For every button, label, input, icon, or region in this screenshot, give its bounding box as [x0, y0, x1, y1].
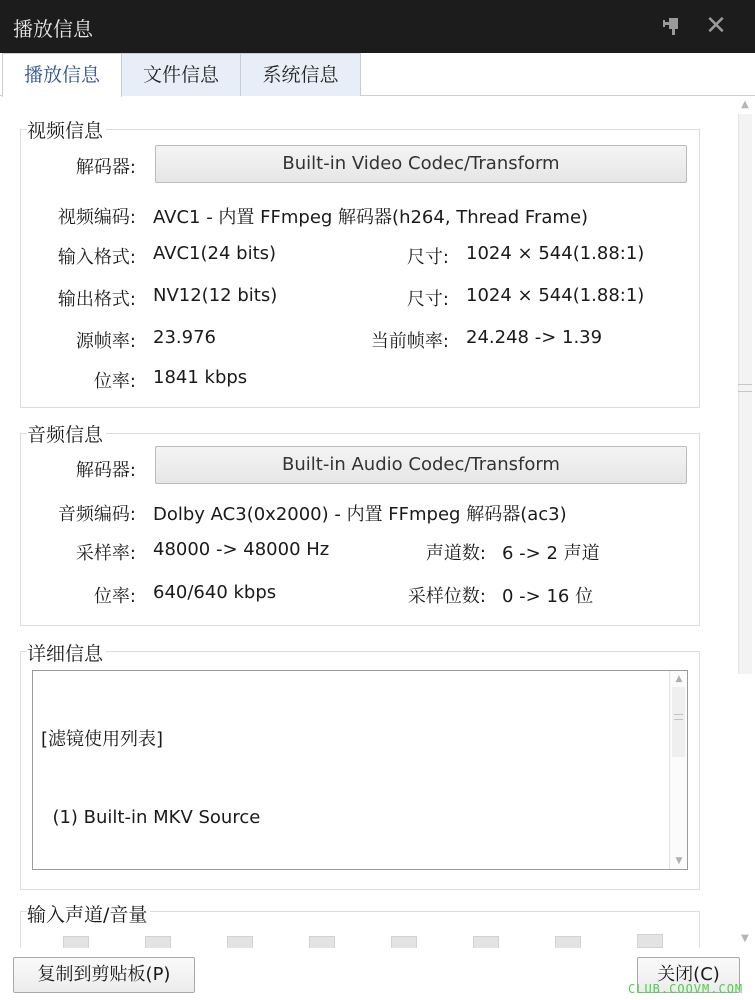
video-bitrate-label: 位率:	[93, 371, 136, 392]
source-fps-value: 23.976	[153, 327, 216, 348]
input-format-value: AVC1(24 bits)	[153, 243, 277, 264]
current-fps-value: 24.248 -> 1.39	[466, 327, 603, 348]
audio-bitrate-label: 位率:	[93, 586, 136, 607]
channels-value: 6 -> 2 声道	[502, 543, 600, 564]
audio-codec-value: Dolby AC3(0x2000) - 内置 FFmpeg 解码器(ac3)	[153, 504, 567, 525]
grip-icon	[674, 714, 683, 720]
channel-volume-meter	[391, 936, 417, 948]
tab-playback-info[interactable]: 播放信息	[2, 53, 122, 97]
channel-volume-meter	[473, 936, 499, 948]
video-codec-label: 视频编码:	[57, 207, 136, 228]
audio-decoder-button[interactable]: Built-in Audio Codec/Transform	[155, 446, 687, 484]
detail-info-legend: 详细信息	[27, 639, 106, 666]
sample-rate-value: 48000 -> 48000 Hz	[153, 539, 330, 560]
tab-file-info[interactable]: 文件信息	[121, 53, 241, 96]
copy-to-clipboard-button[interactable]: 复制到剪贴板(P)	[13, 957, 195, 993]
channel-volume-meter	[637, 934, 663, 948]
output-size-value: 1024 × 544(1.88:1)	[466, 285, 645, 306]
sample-bits-label: 采样位数:	[407, 586, 486, 607]
volume-legend: 输入声道/音量	[27, 900, 150, 927]
output-size-label: 尺寸:	[406, 289, 449, 310]
playback-info-panel	[0, 96, 735, 948]
output-format-value: NV12(12 bits)	[153, 285, 278, 306]
input-size-value: 1024 × 544(1.88:1)	[466, 243, 645, 264]
channels-label: 声道数:	[425, 543, 486, 564]
tab-system-info[interactable]: 系统信息	[240, 53, 361, 96]
audio-info-legend: 音频信息	[27, 420, 106, 447]
input-size-label: 尺寸:	[406, 247, 449, 268]
output-format-label: 输出格式:	[57, 289, 136, 310]
grip-icon	[738, 384, 752, 392]
main-scroll-thumb[interactable]	[738, 114, 752, 674]
video-info-legend: 视频信息	[27, 116, 106, 143]
channel-volume-meter	[63, 936, 89, 948]
video-codec-value: AVC1 - 内置 FFmpeg 解码器(h264, Thread Frame)	[153, 207, 589, 228]
video-decoder-button[interactable]: Built-in Video Codec/Transform	[155, 145, 687, 183]
channel-volume-meter	[555, 936, 581, 948]
detail-line: (1) Built-in MKV Source	[41, 807, 261, 828]
channel-volume-meter	[227, 936, 253, 948]
sample-bits-value: 0 -> 16 位	[502, 586, 594, 607]
scroll-up-arrow-icon[interactable]: ▲	[741, 99, 749, 110]
detail-scroll-thumb[interactable]	[672, 687, 685, 757]
detail-lines	[41, 675, 473, 870]
pin-icon[interactable]	[660, 14, 684, 38]
detail-textarea[interactable]	[32, 670, 688, 870]
sample-rate-label: 采样率:	[75, 543, 136, 564]
close-button[interactable]: 关闭(C)	[637, 957, 740, 993]
close-icon[interactable]: ✕	[705, 11, 727, 41]
window-title: 播放信息	[13, 17, 93, 41]
detail-line: [滤镜使用列表]	[41, 729, 164, 750]
channel-volume-meter	[145, 936, 171, 948]
detail-scrollbar[interactable]	[669, 671, 687, 869]
input-format-label: 输入格式:	[57, 247, 136, 268]
channel-volume-meter	[309, 936, 335, 948]
scroll-down-arrow-icon[interactable]: ▼	[741, 933, 749, 944]
audio-decoder-label: 解码器:	[75, 460, 136, 481]
audio-bitrate-value: 640/640 kbps	[153, 582, 277, 603]
current-fps-label: 当前帧率:	[370, 331, 449, 352]
watermark: CLUB.COOVM.COM	[628, 982, 744, 996]
video-decoder-label: 解码器:	[75, 157, 136, 178]
main-scrollbar[interactable]	[735, 96, 755, 948]
source-fps-label: 源帧率:	[75, 331, 136, 352]
scroll-up-arrow-icon[interactable]: ▲	[675, 674, 683, 684]
video-bitrate-value: 1841 kbps	[153, 367, 248, 388]
scroll-down-arrow-icon[interactable]: ▼	[675, 856, 683, 866]
title-bar	[0, 0, 755, 53]
tab-bar	[0, 53, 755, 96]
audio-codec-label: 音频编码:	[57, 504, 136, 525]
